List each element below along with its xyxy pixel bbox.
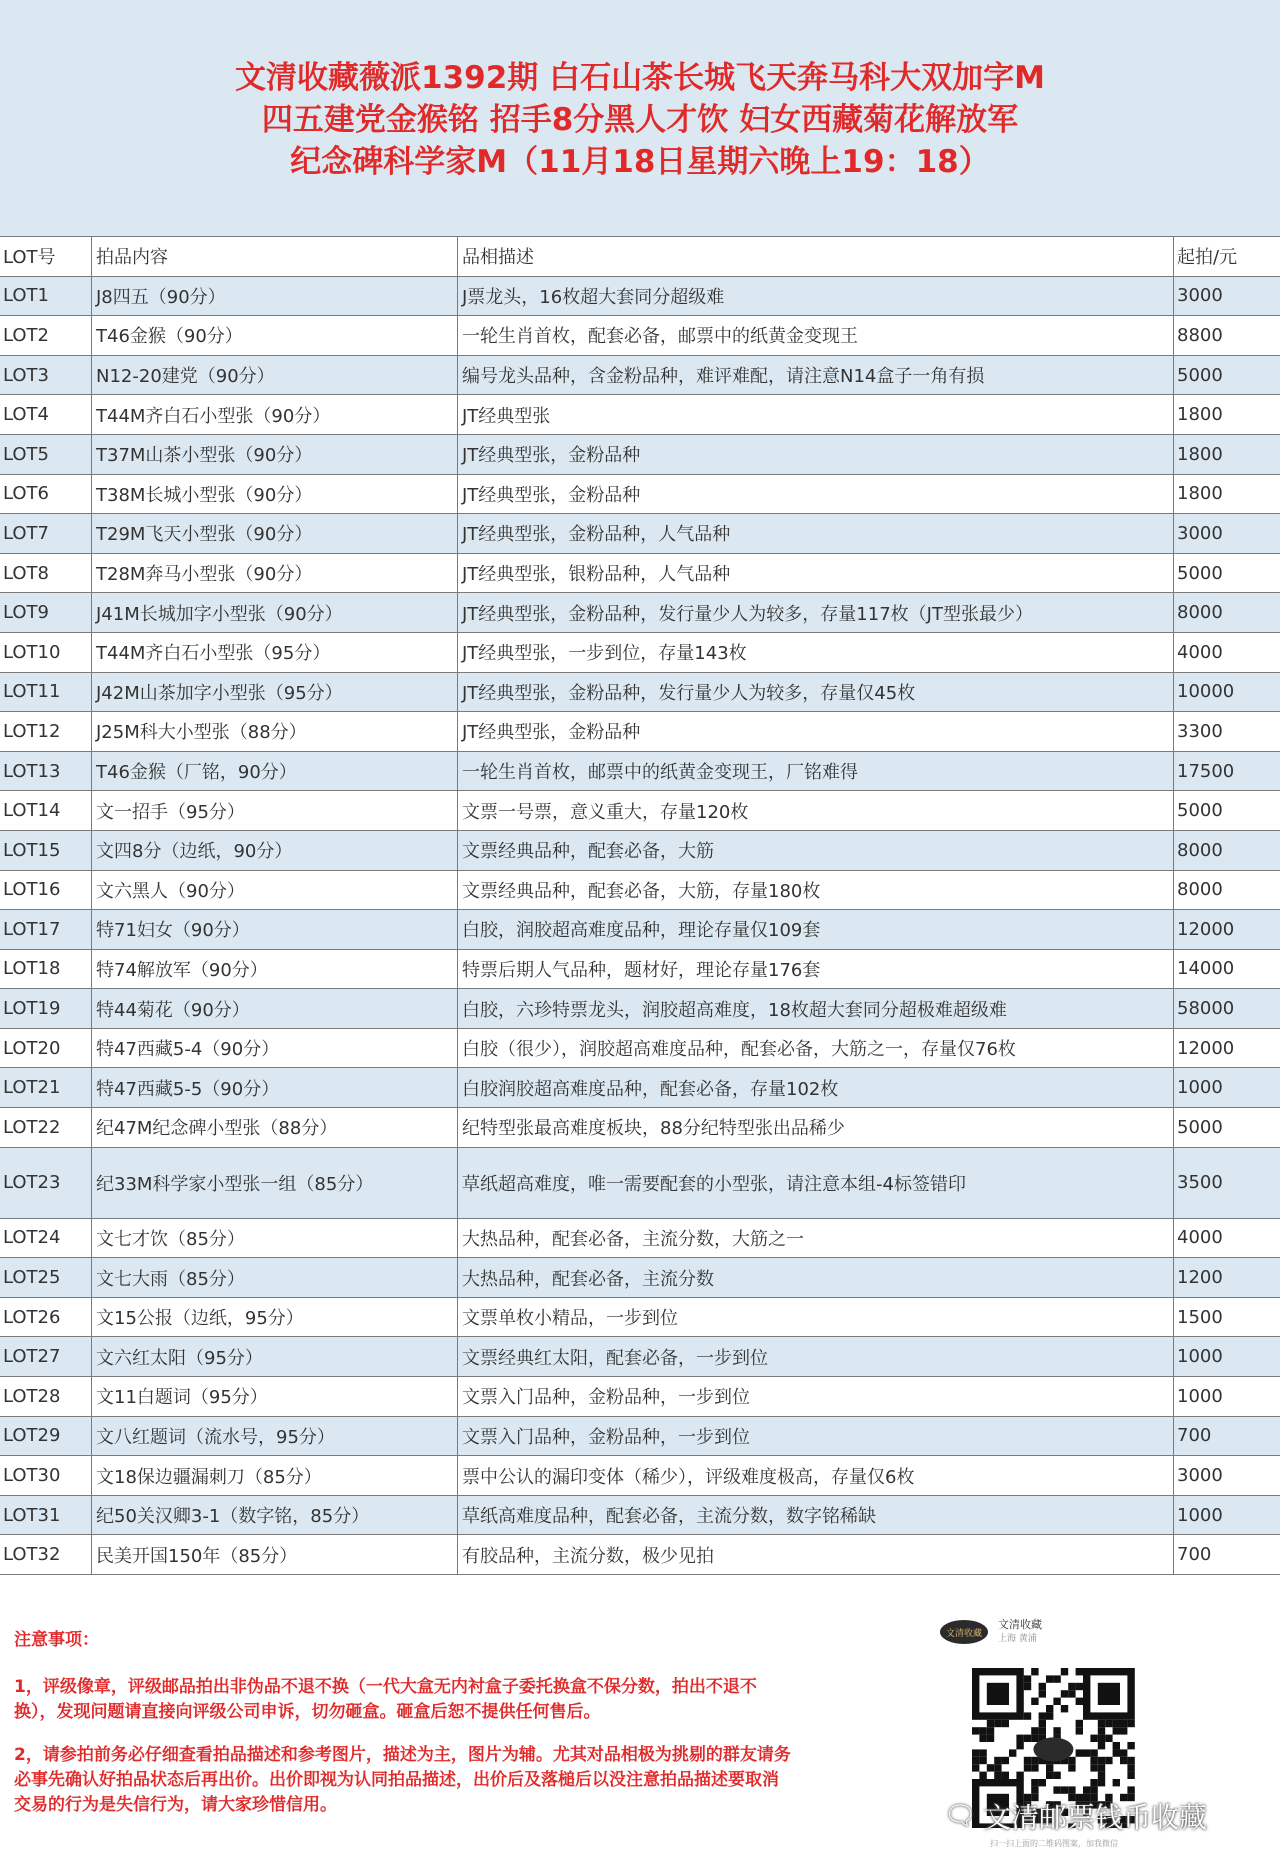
lot-item: 特71妇女（90分）: [92, 910, 458, 949]
table-row: [0, 1535, 1280, 1575]
lot-number: LOT23: [0, 1148, 92, 1218]
lot-start-price: 5000: [1177, 562, 1223, 584]
lot-item: J8四五（90分）: [92, 277, 458, 316]
page-header: [0, 0, 1280, 236]
lot-description: J票龙头，16枚超大套同分超级难: [458, 277, 1174, 316]
lot-number: LOT7: [0, 514, 92, 553]
lot-item: J25M科大小型张（88分）: [92, 712, 458, 751]
lot-item: T46金猴（90分）: [92, 316, 458, 355]
lot-item: 文七才饮（85分）: [92, 1219, 458, 1258]
lot-number: LOT24: [0, 1219, 92, 1258]
lot-start-price: 5000: [1177, 800, 1223, 822]
lot-number: LOT19: [0, 989, 92, 1028]
lot-number: LOT13: [0, 752, 92, 791]
table-row: [0, 1496, 1280, 1536]
lot-number: LOT16: [0, 871, 92, 910]
lot-start-price: 4000: [1177, 641, 1223, 663]
lot-start-price: 3000: [1177, 285, 1223, 307]
table-row: [0, 1337, 1280, 1377]
table-row: [0, 1377, 1280, 1417]
lot-number: LOT20: [0, 1029, 92, 1068]
table-row: [0, 1456, 1280, 1496]
lot-item: N12-20建党（90分）: [92, 356, 458, 395]
lot-description: 草纸超高难度，唯一需要配套的小型张，请注意本组-4标签错印: [458, 1148, 1174, 1218]
lot-description: JT经典型张，银粉品种，人气品种: [458, 554, 1174, 593]
lot-item: 纪50关汉卿3-1（数字铭，85分）: [92, 1496, 458, 1535]
lot-start-price: 58000: [1177, 998, 1235, 1020]
lot-description: JT经典型张，金粉品种: [458, 475, 1174, 514]
lot-description: 白胶，六珍特票龙头，润胶超高难度，18枚超大套同分超极难超级难: [458, 989, 1174, 1028]
lot-item: 特74解放军（90分）: [92, 950, 458, 989]
lot-start-price: 5000: [1177, 1116, 1223, 1138]
title-line-1: 文清收藏薇派1392期 白石山茶长城飞天奔马科大双加字M: [235, 60, 1045, 96]
qr-brand-location: 上海 黄浦: [998, 1634, 1037, 1644]
table-row: [0, 1298, 1280, 1338]
column-header-lot: LOT号: [0, 237, 92, 276]
lot-number: LOT30: [0, 1456, 92, 1495]
lot-description: 文票单枚小精品，一步到位: [458, 1298, 1174, 1337]
lot-start-price: 5000: [1177, 364, 1223, 386]
lot-description: 文票经典红太阳，配套必备，一步到位: [458, 1337, 1174, 1376]
table-row: [0, 514, 1280, 554]
lot-start-price: 1800: [1177, 404, 1223, 426]
lot-start-price: 3300: [1177, 720, 1223, 742]
table-row: [0, 435, 1280, 475]
table-header-row: [0, 237, 1280, 277]
table-row: [0, 1258, 1280, 1298]
lot-start-price: 10000: [1177, 681, 1235, 703]
lot-description: 白胶润胶超高难度品种，配套必备，存量102枚: [458, 1068, 1174, 1107]
qr-brand: [940, 1618, 1042, 1646]
note-item-2: 2，请参拍前务必仔细查看拍品描述和参考图片，描述为主，图片为辅。尤其对品相极为挑剔的群友请务必事先确认好拍品状态后再出价。出价即视为认同拍品描述，出价后及落槌后以没注意拍品描述要取消交易的行为是失信行为，请大家珍惜信用。: [14, 1745, 791, 1815]
wechat-icon: 🗨: [944, 1801, 978, 1831]
qr-caption: 扫一扫上面的二维码图案，加我微信: [990, 1839, 1118, 1848]
lot-number: LOT21: [0, 1068, 92, 1107]
lot-number: LOT1: [0, 277, 92, 316]
lot-start-price: 8800: [1177, 324, 1223, 346]
lot-number: LOT4: [0, 395, 92, 434]
lot-description: 大热品种，配套必备，主流分数，大筋之一: [458, 1219, 1174, 1258]
lot-description: JT经典型张，金粉品种，发行量少人为较多，存量117枚（JT型张最少）: [458, 593, 1174, 632]
lot-item: 文六红太阳（95分）: [92, 1337, 458, 1376]
auction-lot-table: [0, 236, 1280, 1575]
lot-number: LOT10: [0, 633, 92, 672]
lot-item: J42M山茶加字小型张（95分）: [92, 673, 458, 712]
lot-description: 文票入门品种，金粉品种，一步到位: [458, 1417, 1174, 1456]
lot-start-price: 1000: [1177, 1077, 1223, 1099]
lot-start-price: 14000: [1177, 958, 1235, 980]
notes-title: 注意事项：: [14, 1630, 99, 1650]
lot-number: LOT32: [0, 1535, 92, 1574]
lot-item: T38M长城小型张（90分）: [92, 475, 458, 514]
lot-start-price: 8000: [1177, 602, 1223, 624]
lot-item: 文18保边疆漏刺刀（85分）: [92, 1456, 458, 1495]
lot-item: 民美开国150年（85分）: [92, 1535, 458, 1574]
lot-description: JT经典型张，金粉品种: [458, 435, 1174, 474]
table-row: [0, 356, 1280, 396]
watermark-text: 文清邮票钱币收藏: [983, 1801, 1208, 1834]
lot-number: LOT17: [0, 910, 92, 949]
lot-number: LOT22: [0, 1108, 92, 1147]
lot-description: 有胶品种，主流分数，极少见拍: [458, 1535, 1174, 1574]
lot-description: 文票经典品种，配套必备，大筋: [458, 831, 1174, 870]
note-item-1: 1，评级像章，评级邮品拍出非伪品不退不换（一代大盒无内衬盒子委托换盒不保分数，拍出不退不换），发现问题请直接向评级公司申诉，切勿砸盒。砸盒后恕不提供任何售后。: [14, 1677, 757, 1722]
lot-number: LOT15: [0, 831, 92, 870]
lot-number: LOT5: [0, 435, 92, 474]
lot-start-price: 3000: [1177, 522, 1223, 544]
lot-description: 一轮生肖首枚，配套必备，邮票中的纸黄金变现王: [458, 316, 1174, 355]
lot-item: 纪33M科学家小型张一组（85分）: [92, 1148, 458, 1218]
lot-start-price: 1800: [1177, 483, 1223, 505]
lot-number: LOT9: [0, 593, 92, 632]
table-row: [0, 277, 1280, 317]
lot-description: 文票入门品种，金粉品种，一步到位: [458, 1377, 1174, 1416]
table-row: [0, 1219, 1280, 1259]
lot-description: 文票一号票，意义重大，存量120枚: [458, 791, 1174, 830]
lot-item: T29M飞天小型张（90分）: [92, 514, 458, 553]
lot-description: JT经典型张: [458, 395, 1174, 434]
lot-description: JT经典型张，一步到位，存量143枚: [458, 633, 1174, 672]
lot-description: 白胶，润胶超高难度品种，理论存量仅109套: [458, 910, 1174, 949]
lot-description: 白胶（很少），润胶超高难度品种，配套必备，大筋之一，存量仅76枚: [458, 1029, 1174, 1068]
lot-item: 文七大雨（85分）: [92, 1258, 458, 1297]
brand-logo: 文清收藏: [940, 1620, 988, 1644]
lot-start-price: 3500: [1177, 1172, 1223, 1194]
lot-item: 纪47M纪念碑小型张（88分）: [92, 1108, 458, 1147]
table-row: [0, 910, 1280, 950]
table-row: [0, 554, 1280, 594]
lot-start-price: 1000: [1177, 1385, 1223, 1407]
lot-number: LOT28: [0, 1377, 92, 1416]
lot-number: LOT27: [0, 1337, 92, 1376]
lot-description: 大热品种，配套必备，主流分数: [458, 1258, 1174, 1297]
lot-item: 文一招手（95分）: [92, 791, 458, 830]
column-header-description: 品相描述: [458, 237, 1174, 276]
lot-description: 草纸高难度品种，配套必备，主流分数，数字铭稀缺: [458, 1496, 1174, 1535]
lot-description: JT经典型张，金粉品种，人气品种: [458, 514, 1174, 553]
lot-item: 文六黑人（90分）: [92, 871, 458, 910]
lot-item: J41M长城加字小型张（90分）: [92, 593, 458, 632]
lot-item: T44M齐白石小型张（90分）: [92, 395, 458, 434]
lot-number: LOT29: [0, 1417, 92, 1456]
column-header-item: 拍品内容: [92, 237, 458, 276]
table-row: [0, 395, 1280, 435]
lot-start-price: 700: [1177, 1425, 1212, 1447]
lot-number: LOT18: [0, 950, 92, 989]
table-row: [0, 593, 1280, 633]
lot-item: 特47西藏5-4（90分）: [92, 1029, 458, 1068]
lot-number: LOT14: [0, 791, 92, 830]
lot-description: JT经典型张，金粉品种，发行量少人为较多，存量仅45枚: [458, 673, 1174, 712]
lot-start-price: 8000: [1177, 839, 1223, 861]
title-line-2: 四五建党金猴铭 招手8分黑人才饮 妇女西藏菊花解放军: [261, 102, 1019, 138]
lot-start-price: 1800: [1177, 443, 1223, 465]
table-row: [0, 871, 1280, 911]
lot-number: LOT31: [0, 1496, 92, 1535]
lot-item: T37M山茶小型张（90分）: [92, 435, 458, 474]
lot-start-price: 1200: [1177, 1267, 1223, 1289]
lot-item: 特47西藏5-5（90分）: [92, 1068, 458, 1107]
lot-number: LOT25: [0, 1258, 92, 1297]
lot-item: T28M奔马小型张（90分）: [92, 554, 458, 593]
title-line-3: 纪念碑科学家M（11月18日星期六晚上19：18）: [290, 144, 990, 180]
lot-start-price: 12000: [1177, 918, 1235, 940]
table-row: [0, 1148, 1280, 1219]
table-row: [0, 1108, 1280, 1148]
lot-start-price: 17500: [1177, 760, 1235, 782]
lot-number: LOT11: [0, 673, 92, 712]
lot-description: 文票经典品种，配套必备，大筋，存量180枚: [458, 871, 1174, 910]
lot-start-price: 1000: [1177, 1346, 1223, 1368]
table-row: [0, 712, 1280, 752]
lot-start-price: 3000: [1177, 1465, 1223, 1487]
table-row: [0, 673, 1280, 713]
lot-item: 文四8分（边纸，90分）: [92, 831, 458, 870]
lot-item: 文八红题词（流水号，95分）: [92, 1417, 458, 1456]
lot-item: 文11白题词（95分）: [92, 1377, 458, 1416]
lot-number: LOT8: [0, 554, 92, 593]
lot-item: 文15公报（边纸，95分）: [92, 1298, 458, 1337]
lot-start-price: 1000: [1177, 1504, 1223, 1526]
lot-number: LOT12: [0, 712, 92, 751]
lot-start-price: 4000: [1177, 1227, 1223, 1249]
lot-start-price: 700: [1177, 1544, 1212, 1566]
table-row: [0, 316, 1280, 356]
lot-description: JT经典型张，金粉品种: [458, 712, 1174, 751]
lot-number: LOT2: [0, 316, 92, 355]
lot-start-price: 1500: [1177, 1306, 1223, 1328]
lot-description: 特票后期人气品种，题材好，理论存量176套: [458, 950, 1174, 989]
table-row: [0, 752, 1280, 792]
table-row: [0, 1417, 1280, 1457]
table-row: [0, 1029, 1280, 1069]
lot-item: 特44菊花（90分）: [92, 989, 458, 1028]
table-row: [0, 950, 1280, 990]
lot-description: 编号龙头品种，含金粉品种，难评难配，请注意N14盒子一角有损: [458, 356, 1174, 395]
notes-section: [14, 1628, 794, 1836]
lot-number: LOT26: [0, 1298, 92, 1337]
lot-number: LOT3: [0, 356, 92, 395]
watermark: [944, 1796, 1207, 1836]
lot-item: T46金猴（厂铭，90分）: [92, 752, 458, 791]
table-row: [0, 831, 1280, 871]
lot-description: 纪特型张最高难度板块，88分纪特型张出品稀少: [458, 1108, 1174, 1147]
lot-number: LOT6: [0, 475, 92, 514]
table-row: [0, 633, 1280, 673]
table-row: [0, 791, 1280, 831]
qr-brand-name: 文清收藏: [998, 1618, 1042, 1631]
lot-item: T44M齐白石小型张（95分）: [92, 633, 458, 672]
table-row: [0, 1068, 1280, 1108]
table-row: [0, 475, 1280, 515]
lot-start-price: 12000: [1177, 1037, 1235, 1059]
lot-description: 票中公认的漏印变体（稀少），评级难度极高，存量仅6枚: [458, 1456, 1174, 1495]
lot-start-price: 8000: [1177, 879, 1223, 901]
table-body: [0, 277, 1280, 1575]
column-header-start-price: 起拍/元: [1177, 247, 1238, 269]
table-row: [0, 989, 1280, 1029]
lot-description: 一轮生肖首枚，邮票中的纸黄金变现王，厂铭难得: [458, 752, 1174, 791]
